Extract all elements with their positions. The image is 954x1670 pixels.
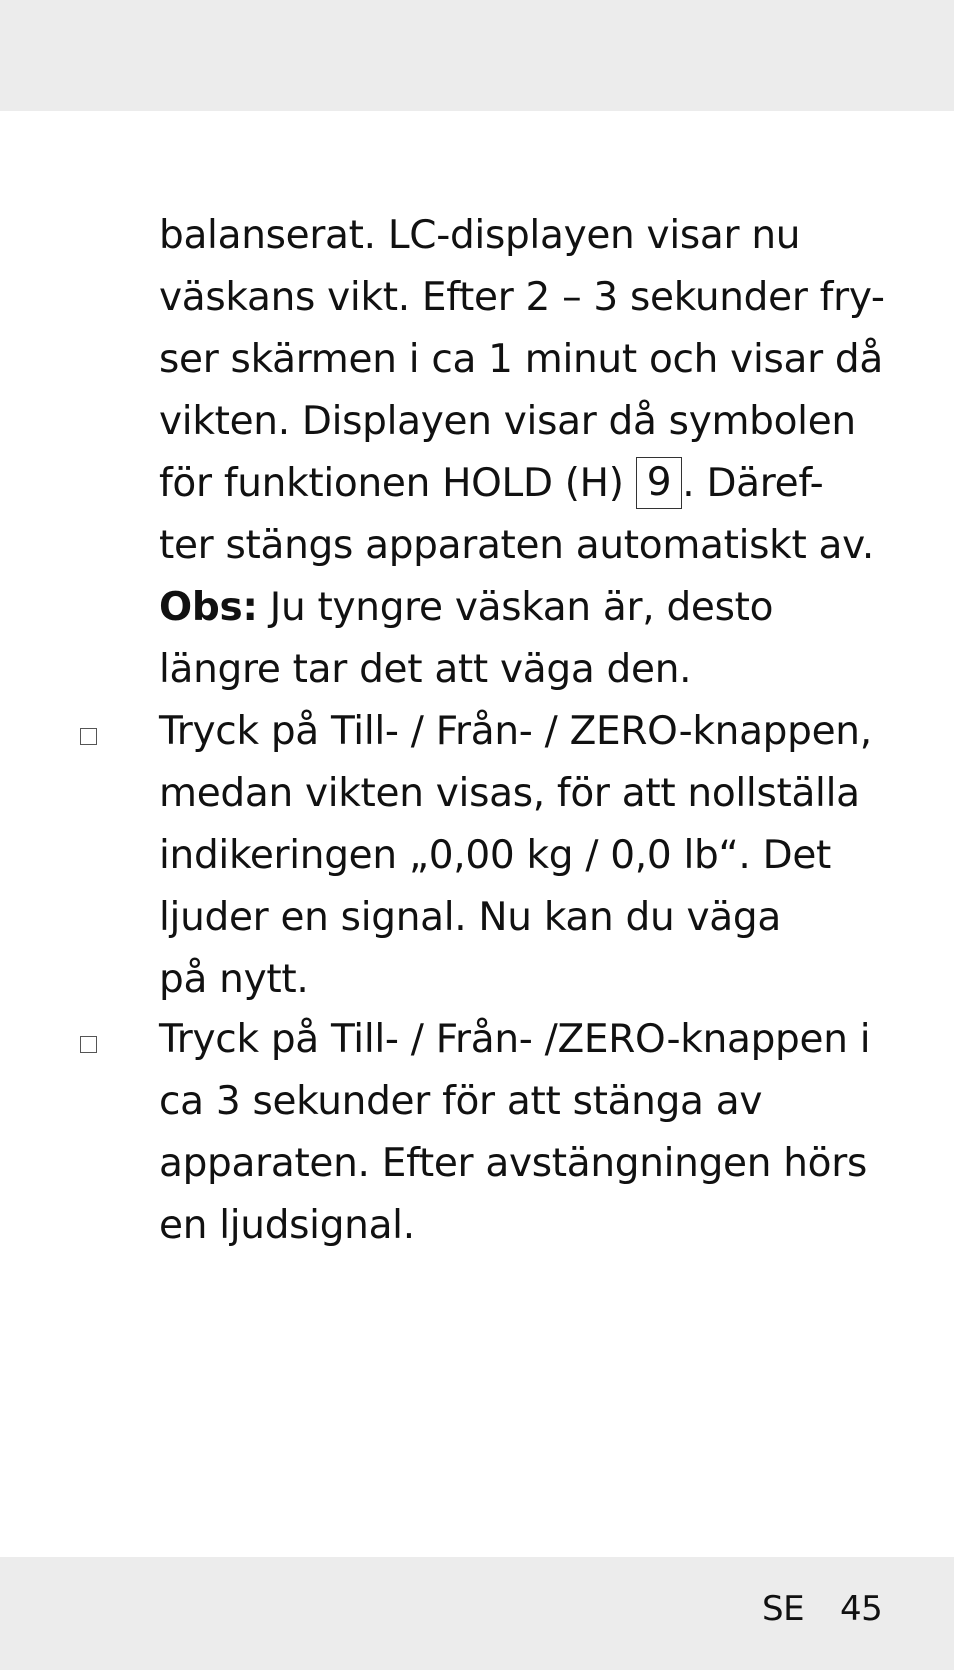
step-line: på nytt. bbox=[159, 957, 309, 1002]
text-line: balanserat. LC-displayen visar nu bbox=[159, 213, 801, 258]
text-line: längre tar det att väga den. bbox=[159, 647, 692, 692]
step-line: medan vikten visas, för att nollställa bbox=[159, 771, 860, 816]
text-fragment: för funktionen HOLD (H) bbox=[159, 461, 636, 506]
text-fragment: . Däref- bbox=[682, 461, 824, 506]
footer-band bbox=[0, 1557, 954, 1670]
checkbox-bullet-icon bbox=[80, 1036, 97, 1053]
text-line: väskans vikt. Efter 2 – 3 sekunder fry- bbox=[159, 275, 885, 320]
obs-label: Obs: bbox=[159, 585, 258, 630]
step-line: apparaten. Efter avstängningen hörs bbox=[159, 1141, 867, 1186]
text-line: ter stängs apparaten automatiskt av. bbox=[159, 523, 874, 568]
header-band bbox=[0, 0, 954, 111]
language-code: SE bbox=[762, 1589, 805, 1629]
obs-text: Ju tyngre väskan är, desto bbox=[257, 585, 774, 630]
step-line: ca 3 sekunder för att stänga av bbox=[159, 1079, 763, 1124]
step-line: ljuder en signal. Nu kan du väga bbox=[159, 895, 781, 940]
page-number: 45 bbox=[840, 1589, 883, 1629]
text-line: vikten. Displayen visar då symbolen bbox=[159, 399, 856, 444]
step-line: Tryck på Till- / Från- /ZERO-knappen i bbox=[159, 1017, 871, 1062]
text-line: ser skärmen i ca 1 minut och visar då bbox=[159, 337, 883, 382]
step-line: Tryck på Till- / Från- / ZERO-knappen, bbox=[159, 709, 872, 754]
reference-number-box: 9 bbox=[636, 457, 683, 509]
checkbox-bullet-icon bbox=[80, 728, 97, 745]
step-line: indikeringen „0,00 kg / 0,0 lb“. Det bbox=[159, 833, 832, 878]
obs-note bbox=[159, 577, 773, 639]
step-line: en ljudsignal. bbox=[159, 1203, 415, 1248]
text-line bbox=[159, 453, 823, 515]
